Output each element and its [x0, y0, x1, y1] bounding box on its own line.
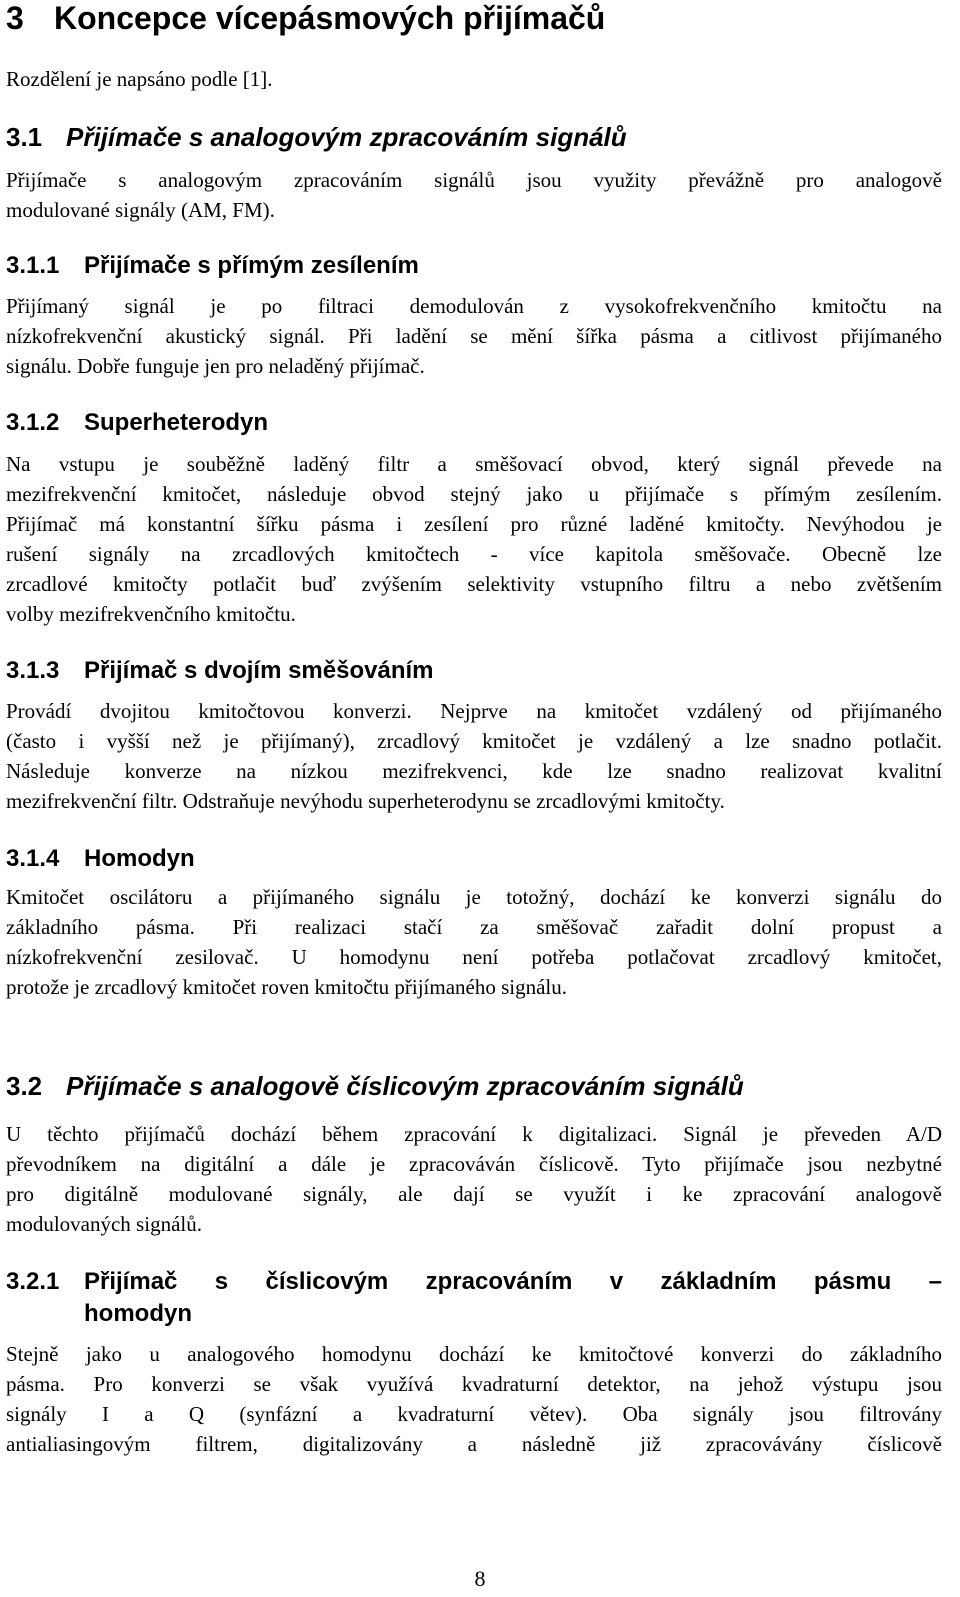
paragraph-line: modulovaných signálů.	[6, 1212, 202, 1236]
section-3-1-3-paragraph	[6, 696, 942, 816]
section-3-1-4-heading	[6, 843, 195, 875]
paragraph-line: pro digitálně modulované signály, ale dají se využít i ke zpracování analogově	[6, 1182, 942, 1206]
paragraph-line: Přijímače s analogovým zpracováním signálů jsou využity převážně pro analogově	[6, 168, 942, 192]
section-number: 3.1	[6, 122, 43, 152]
paragraph-line: volby mezifrekvenčního kmitočtu.	[6, 602, 296, 626]
paragraph-line: (často i vyšší než je přijímaný), zrcadlový kmitočet je vzdálený a lze snadno potlačit.	[6, 729, 942, 753]
section-title: Přijímače s přímým zesílením	[84, 252, 419, 279]
section-number: 3.1.2	[6, 409, 60, 436]
paragraph-line: Stejně jako u analogového homodynu dochází ke kmitočtové konverzi do základního	[6, 1342, 942, 1366]
paragraph-line: modulované signály (AM, FM).	[6, 198, 275, 222]
paragraph-line: mezifrekvenční kmitočet, následuje obvod stejný jako u přijímače s přímým zesílením.	[6, 482, 942, 506]
paragraph-line: základního pásma. Při realizaci stačí za směšovač zařadit dolní propust a	[6, 915, 942, 939]
section-3-1-3-heading	[6, 655, 434, 687]
paragraph-line: Kmitočet oscilátoru a přijímaného signálu je totožný, dochází ke konverzi signálu do	[6, 885, 942, 909]
section-title: Homodyn	[84, 845, 195, 872]
paragraph-line: signály I a Q (synfázní a kvadraturní větev). Oba signály jsou filtrovány	[6, 1402, 942, 1426]
paragraph-line: Provádí dvojitou kmitočtovou konverzi. Nejprve na kmitočet vzdálený od přijímaného	[6, 699, 942, 723]
paragraph-line: protože je zrcadlový kmitočet roven kmitočtu přijímaného signálu.	[6, 975, 568, 999]
intro-paragraph	[6, 64, 942, 94]
paragraph-line: mezifrekvenční filtr. Odstraňuje nevýhodu superheterodynu se zrcadlovými kmitočty.	[6, 789, 725, 813]
section-number: 3.1.4	[6, 845, 60, 872]
paragraph-line: nízkofrekvenční zesilovač. U homodynu není potřeba potlačovat zrcadlový kmitočet,	[6, 945, 942, 969]
section-title: Přijímač s dvojím směšováním	[84, 657, 434, 684]
paragraph-line: U těchto přijímačů dochází během zpracování k digitalizaci. Signál je převeden A/D	[6, 1122, 942, 1146]
paragraph-line: signálu. Dobře funguje jen pro neladěný přijímač.	[6, 354, 425, 378]
section-number: 3.2	[6, 1071, 43, 1101]
section-3-1-heading	[6, 121, 627, 153]
section-title: Přijímače s analogovým zpracováním signálů	[66, 122, 627, 152]
paragraph-line: Následuje konverze na nízkou mezifrekvenci, kde lze snadno realizovat kvalitní	[6, 759, 942, 783]
section-3-1-paragraph	[6, 165, 942, 225]
paragraph-line: rušení signály na zrcadlových kmitočtech - více kapitola směšovače. Obecně lze	[6, 542, 942, 566]
intro-text: Rozdělení je napsáno podle [1].	[6, 67, 273, 91]
paragraph-line: převodníkem na digitální a dále je zpracováván číslicově. Tyto přijímače jsou nezbytné	[6, 1152, 942, 1176]
paragraph-line: zrcadlové kmitočty potlačit buď zvýšením selektivity vstupního filtru a nebo zvětšením	[6, 572, 942, 596]
section-3-2-heading	[6, 1070, 744, 1102]
section-3-1-2-paragraph	[6, 449, 942, 629]
paragraph-line: Přijímaný signál je po filtraci demodulován z vysokofrekvenčního kmitočtu na	[6, 294, 942, 318]
chapter-number: 3	[6, 0, 24, 36]
section-number: 3.2.1	[6, 1268, 60, 1295]
section-3-1-1-heading	[6, 250, 419, 282]
paragraph-line: nízkofrekvenční akustický signál. Při ladění se mění šířka pásma a citlivost přijímaného	[6, 324, 942, 348]
section-3-2-1-heading	[6, 1266, 942, 1330]
section-3-1-4-paragraph	[6, 882, 942, 1002]
section-title: Superheterodyn	[84, 409, 269, 436]
chapter-title: Koncepce vícepásmových přijímačů	[54, 0, 606, 36]
paragraph-line: antialiasingovým filtrem, digitalizovány a následně již zpracovávány číslicově	[6, 1432, 942, 1456]
section-title-line-1: Přijímač s číslicovým zpracováním v základním pásmu –	[84, 1268, 942, 1295]
section-3-2-1-paragraph	[6, 1339, 942, 1459]
section-number: 3.1.3	[6, 657, 60, 684]
page-number: 8	[474, 1566, 486, 1591]
section-3-1-1-paragraph	[6, 291, 942, 381]
section-3-1-2-heading	[6, 407, 268, 439]
section-number: 3.1.1	[6, 252, 60, 279]
section-title-line-2: homodyn	[84, 1300, 192, 1327]
paragraph-line: Na vstupu je souběžně laděný filtr a směšovací obvod, který signál převede na	[6, 452, 942, 476]
section-3-2-paragraph	[6, 1119, 942, 1239]
paragraph-line: pásma. Pro konverzi se však využívá kvadraturní detektor, na jehož výstupu jsou	[6, 1372, 942, 1396]
paragraph-line: Přijímač má konstantní šířku pásma i zesílení pro různé laděné kmitočty. Nevýhodou je	[6, 512, 942, 536]
section-title: Přijímače s analogově číslicovým zpracováním signálů	[66, 1071, 744, 1101]
chapter-heading	[6, 0, 605, 38]
